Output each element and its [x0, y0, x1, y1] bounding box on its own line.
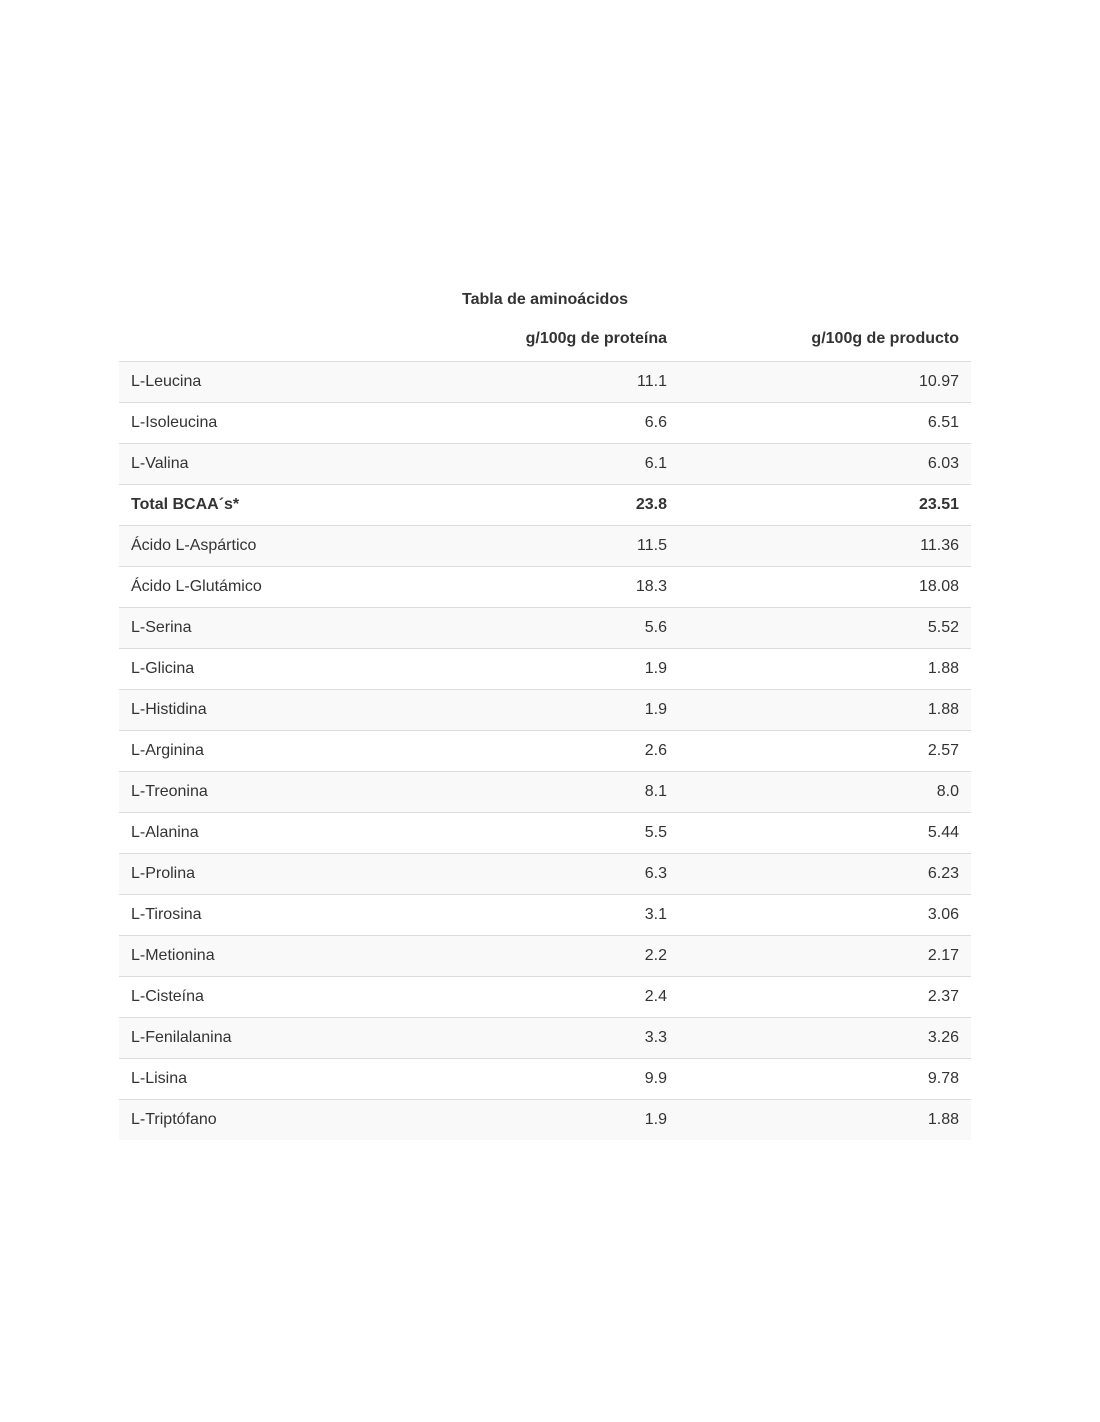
table-row [119, 895, 971, 936]
product-value: 6.23 [679, 854, 971, 895]
amino-acid-name: L-Glicina [119, 649, 389, 690]
protein-value: 1.9 [389, 649, 679, 690]
table-row [119, 567, 971, 608]
table-row [119, 403, 971, 444]
table-row [119, 1100, 971, 1141]
protein-value: 6.1 [389, 444, 679, 485]
protein-value: 1.9 [389, 690, 679, 731]
header-protein: g/100g de proteína [389, 316, 679, 362]
amino-acid-name: Ácido L-Glutámico [119, 567, 389, 608]
protein-value: 18.3 [389, 567, 679, 608]
table-row [119, 854, 971, 895]
product-value: 11.36 [679, 526, 971, 567]
table-row [119, 690, 971, 731]
amino-acid-name: L-Alanina [119, 813, 389, 854]
protein-value: 5.5 [389, 813, 679, 854]
table-row [119, 936, 971, 977]
product-value: 6.03 [679, 444, 971, 485]
table-row [119, 362, 971, 403]
table-row [119, 772, 971, 813]
protein-value: 2.4 [389, 977, 679, 1018]
protein-value: 6.6 [389, 403, 679, 444]
table-row [119, 1018, 971, 1059]
amino-acid-name: L-Histidina [119, 690, 389, 731]
protein-value: 9.9 [389, 1059, 679, 1100]
table-body [119, 362, 971, 1141]
protein-value: 3.3 [389, 1018, 679, 1059]
product-value: 2.57 [679, 731, 971, 772]
amino-acid-name: L-Lisina [119, 1059, 389, 1100]
product-value: 2.37 [679, 977, 971, 1018]
table-row [119, 608, 971, 649]
product-value: 9.78 [679, 1059, 971, 1100]
product-value: 1.88 [679, 690, 971, 731]
table-row [119, 485, 971, 526]
product-value: 23.51 [679, 485, 971, 526]
amino-acid-name: L-Serina [119, 608, 389, 649]
product-value: 3.06 [679, 895, 971, 936]
protein-value: 23.8 [389, 485, 679, 526]
amino-acid-name: L-Valina [119, 444, 389, 485]
protein-value: 5.6 [389, 608, 679, 649]
amino-acid-name: L-Cisteína [119, 977, 389, 1018]
amino-acid-name: L-Leucina [131, 373, 202, 390]
product-value: 1.88 [679, 649, 971, 690]
table-row [119, 526, 971, 567]
product-value: 8.0 [679, 772, 971, 813]
protein-value: 3.1 [389, 895, 679, 936]
product-value: 10.97 [918, 373, 959, 390]
product-value: 1.88 [679, 1100, 971, 1141]
protein-value: 11.1 [637, 373, 667, 390]
product-value: 2.17 [679, 936, 971, 977]
amino-acid-name: L-Isoleucina [119, 403, 389, 444]
product-value: 18.08 [679, 567, 971, 608]
table-row [119, 649, 971, 690]
amino-acid-name: Ácido L-Aspártico [119, 526, 389, 567]
amino-acid-name: L-Arginina [119, 731, 389, 772]
amino-acid-name: L-Prolina [119, 854, 389, 895]
amino-acid-name: L-Triptófano [119, 1100, 389, 1141]
table-row [119, 813, 971, 854]
amino-acid-name: L-Treonina [119, 772, 389, 813]
header-product: g/100g de producto [679, 316, 971, 362]
table-row [119, 731, 971, 772]
product-value: 5.44 [679, 813, 971, 854]
protein-value: 1.9 [389, 1100, 679, 1141]
table-caption: Tabla de aminoácidos [462, 291, 628, 308]
amino-acid-table [119, 316, 971, 1140]
table-row [119, 977, 971, 1018]
protein-value: 2.6 [389, 731, 679, 772]
protein-value: 2.2 [389, 936, 679, 977]
amino-acid-name: Total BCAA´s* [119, 485, 389, 526]
table-row [119, 1059, 971, 1100]
protein-value: 11.5 [389, 526, 679, 567]
protein-value: 6.3 [389, 854, 679, 895]
product-value: 3.26 [679, 1018, 971, 1059]
header-name [119, 316, 389, 362]
product-value: 6.51 [679, 403, 971, 444]
amino-acid-name: L-Metionina [119, 936, 389, 977]
table-row [119, 444, 971, 485]
amino-acid-name: L-Fenilalanina [119, 1018, 389, 1059]
amino-acid-table-container [119, 284, 971, 1140]
protein-value: 8.1 [389, 772, 679, 813]
product-value: 5.52 [679, 608, 971, 649]
amino-acid-name: L-Tirosina [119, 895, 389, 936]
header-row [119, 316, 971, 362]
